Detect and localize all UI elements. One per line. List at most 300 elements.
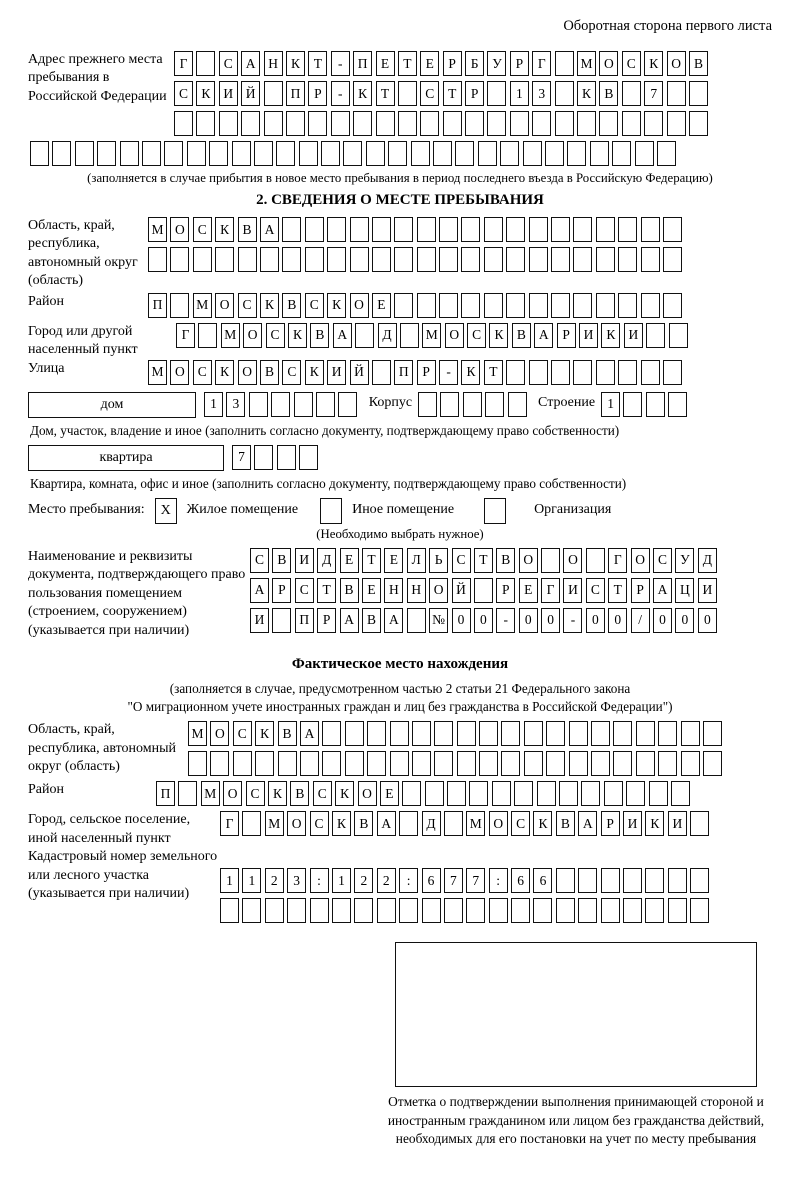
form-cell[interactable]: 1 [510,81,529,106]
form-cell[interactable] [514,781,533,806]
form-cell[interactable]: А [300,721,319,746]
form-cell[interactable] [601,898,620,923]
form-cell[interactable] [377,898,396,923]
form-cell[interactable] [219,111,238,136]
form-cell[interactable]: М [577,51,596,76]
form-cell[interactable] [466,898,485,923]
form-cell[interactable]: К [268,781,287,806]
form-cell[interactable]: С [266,323,285,348]
form-cell[interactable]: Т [308,51,327,76]
apartment-type-box[interactable]: квартира [28,445,224,471]
form-cell[interactable]: С [653,548,672,573]
form-cell[interactable] [439,217,458,242]
form-cell[interactable]: Й [452,578,471,603]
form-cell[interactable] [394,247,413,272]
form-cell[interactable] [345,751,364,776]
form-cell[interactable]: У [487,51,506,76]
form-cell[interactable]: И [623,811,642,836]
form-cell[interactable] [164,141,183,166]
form-cell[interactable]: К [601,323,620,348]
form-cell[interactable] [649,781,668,806]
form-cell[interactable] [668,898,687,923]
form-cell[interactable]: 2 [354,868,373,893]
form-cell[interactable]: К [577,81,596,106]
form-cell[interactable] [345,721,364,746]
form-cell[interactable] [376,111,395,136]
form-cell[interactable] [689,81,708,106]
form-cell[interactable] [400,323,419,348]
form-cell[interactable] [174,111,193,136]
form-cell[interactable] [524,751,543,776]
form-cell[interactable] [170,247,189,272]
form-cell[interactable]: С [622,51,641,76]
form-cell[interactable]: - [331,81,350,106]
form-cell[interactable]: В [340,578,359,603]
form-cell[interactable]: О [170,360,189,385]
form-cell[interactable]: И [668,811,687,836]
form-cell[interactable]: Н [407,578,426,603]
form-cell[interactable]: О [445,323,464,348]
form-cell[interactable] [187,141,206,166]
form-cell[interactable] [434,721,453,746]
form-cell[interactable]: Т [608,578,627,603]
form-cell[interactable] [537,781,556,806]
form-cell[interactable]: И [295,548,314,573]
form-cell[interactable]: С [282,360,301,385]
form-cell[interactable] [573,217,592,242]
form-cell[interactable] [601,868,620,893]
form-cell[interactable] [188,751,207,776]
form-cell[interactable] [532,111,551,136]
form-cell[interactable] [671,781,690,806]
form-cell[interactable]: А [377,811,396,836]
form-cell[interactable] [668,392,687,417]
form-cell[interactable] [294,392,313,417]
form-cell[interactable] [411,141,430,166]
form-cell[interactable] [644,111,663,136]
form-cell[interactable]: К [260,293,279,318]
form-cell[interactable] [394,293,413,318]
form-cell[interactable]: 0 [698,608,717,633]
form-cell[interactable] [299,141,318,166]
form-cell[interactable]: 1 [332,868,351,893]
form-cell[interactable] [461,247,480,272]
form-cell[interactable]: Г [176,323,195,348]
form-cell[interactable] [599,111,618,136]
form-cell[interactable] [264,111,283,136]
form-cell[interactable] [353,111,372,136]
form-cell[interactable] [142,141,161,166]
form-cell[interactable]: К [489,323,508,348]
form-cell[interactable]: М [265,811,284,836]
form-cell[interactable]: Ь [429,548,448,573]
form-cell[interactable]: К [461,360,480,385]
form-cell[interactable] [546,751,565,776]
form-cell[interactable] [690,898,709,923]
form-cell[interactable]: Н [384,578,403,603]
form-cell[interactable] [541,548,560,573]
form-cell[interactable] [546,721,565,746]
form-cell[interactable] [372,247,391,272]
form-cell[interactable] [367,751,386,776]
form-cell[interactable] [398,81,417,106]
form-cell[interactable]: Г [220,811,239,836]
form-cell[interactable] [657,141,676,166]
form-cell[interactable]: 7 [466,868,485,893]
form-cell[interactable] [690,811,709,836]
form-cell[interactable]: 0 [452,608,471,633]
form-cell[interactable] [260,247,279,272]
form-cell[interactable] [338,392,357,417]
form-cell[interactable]: Е [372,293,391,318]
form-cell[interactable] [97,141,116,166]
form-cell[interactable] [282,247,301,272]
form-cell[interactable] [425,781,444,806]
form-cell[interactable]: В [512,323,531,348]
form-cell[interactable]: Р [496,578,515,603]
form-cell[interactable] [667,81,686,106]
form-cell[interactable] [663,217,682,242]
form-cell[interactable] [265,898,284,923]
form-cell[interactable] [529,247,548,272]
form-cell[interactable] [492,781,511,806]
form-cell[interactable] [646,323,665,348]
form-cell[interactable]: № [429,608,448,633]
form-cell[interactable]: С [452,548,471,573]
form-cell[interactable] [332,898,351,923]
form-cell[interactable]: М [193,293,212,318]
form-cell[interactable] [510,111,529,136]
form-cell[interactable] [523,141,542,166]
form-cell[interactable] [506,360,525,385]
form-cell[interactable] [556,868,575,893]
form-cell[interactable] [444,898,463,923]
form-cell[interactable] [529,217,548,242]
form-cell[interactable]: В [599,81,618,106]
form-cell[interactable] [618,360,637,385]
form-cell[interactable]: Д [698,548,717,573]
form-cell[interactable]: 1 [220,868,239,893]
form-cell[interactable]: 7 [644,81,663,106]
form-cell[interactable]: П [295,608,314,633]
form-cell[interactable]: 1 [242,868,261,893]
form-cell[interactable]: П [394,360,413,385]
form-cell[interactable]: В [496,548,515,573]
form-cell[interactable]: 1 [601,392,620,417]
form-cell[interactable]: Р [557,323,576,348]
form-cell[interactable]: А [260,217,279,242]
form-cell[interactable]: Е [519,578,538,603]
form-cell[interactable]: 1 [204,392,223,417]
form-cell[interactable]: Н [264,51,283,76]
form-cell[interactable] [331,111,350,136]
form-cell[interactable]: О [429,578,448,603]
form-cell[interactable]: С [238,293,257,318]
form-cell[interactable]: Т [398,51,417,76]
form-cell[interactable]: П [286,81,305,106]
form-cell[interactable] [551,217,570,242]
form-cell[interactable]: С [233,721,252,746]
form-cell[interactable]: К [288,323,307,348]
form-cell[interactable] [321,141,340,166]
form-cell[interactable] [178,781,197,806]
form-cell[interactable] [350,247,369,272]
form-cell[interactable] [264,81,283,106]
form-cell[interactable]: О [489,811,508,836]
form-cell[interactable] [577,111,596,136]
form-cell[interactable] [658,721,677,746]
form-cell[interactable] [551,360,570,385]
form-cell[interactable] [455,141,474,166]
form-cell[interactable] [555,81,574,106]
form-cell[interactable]: В [272,548,291,573]
form-cell[interactable]: С [193,217,212,242]
form-cell[interactable] [484,217,503,242]
form-cell[interactable] [703,721,722,746]
form-cell[interactable]: О [667,51,686,76]
form-cell[interactable]: М [221,323,240,348]
form-cell[interactable] [398,111,417,136]
form-cell[interactable]: - [331,51,350,76]
form-cell[interactable] [501,721,520,746]
form-cell[interactable]: В [354,811,373,836]
form-cell[interactable] [242,898,261,923]
form-cell[interactable]: Т [443,81,462,106]
form-cell[interactable] [343,141,362,166]
form-cell[interactable] [596,217,615,242]
form-cell[interactable] [277,445,296,470]
form-cell[interactable] [461,293,480,318]
form-cell[interactable] [669,323,688,348]
form-cell[interactable]: К [255,721,274,746]
form-cell[interactable]: Й [350,360,369,385]
form-cell[interactable]: О [599,51,618,76]
form-cell[interactable]: Р [465,81,484,106]
form-cell[interactable] [474,578,493,603]
form-cell[interactable] [271,392,290,417]
form-cell[interactable] [241,111,260,136]
form-cell[interactable] [641,360,660,385]
form-cell[interactable]: 6 [511,868,530,893]
form-cell[interactable] [461,217,480,242]
form-cell[interactable] [506,247,525,272]
form-cell[interactable] [440,392,459,417]
form-cell[interactable] [220,898,239,923]
form-cell[interactable]: Г [541,578,560,603]
house-type-box[interactable]: дом [28,392,196,418]
form-cell[interactable] [663,360,682,385]
form-cell[interactable] [681,721,700,746]
form-cell[interactable]: Е [340,548,359,573]
form-cell[interactable]: 0 [608,608,627,633]
form-cell[interactable]: С [313,781,332,806]
form-cell[interactable] [573,293,592,318]
form-cell[interactable] [209,141,228,166]
form-cell[interactable]: А [340,608,359,633]
form-cell[interactable] [622,81,641,106]
form-cell[interactable] [489,898,508,923]
form-cell[interactable]: В [362,608,381,633]
form-cell[interactable] [366,141,385,166]
form-cell[interactable] [30,141,49,166]
form-cell[interactable]: О [631,548,650,573]
form-cell[interactable]: 6 [422,868,441,893]
form-cell[interactable] [282,217,301,242]
form-cell[interactable]: К [327,293,346,318]
form-cell[interactable] [556,898,575,923]
form-cell[interactable]: В [260,360,279,385]
form-cell[interactable] [590,141,609,166]
form-cell[interactable] [469,781,488,806]
form-cell[interactable] [668,868,687,893]
form-cell[interactable] [412,721,431,746]
form-cell[interactable] [233,751,252,776]
form-cell[interactable]: А [241,51,260,76]
form-cell[interactable] [327,247,346,272]
form-cell[interactable] [508,392,527,417]
form-cell[interactable]: / [631,608,650,633]
form-cell[interactable]: С [174,81,193,106]
form-cell[interactable]: 3 [287,868,306,893]
form-cell[interactable] [506,217,525,242]
form-cell[interactable] [249,392,268,417]
form-cell[interactable]: С [511,811,530,836]
form-cell[interactable] [305,247,324,272]
form-cell[interactable]: Т [474,548,493,573]
form-cell[interactable] [604,781,623,806]
form-cell[interactable] [327,217,346,242]
form-cell[interactable]: К [215,217,234,242]
form-cell[interactable] [254,445,273,470]
form-cell[interactable] [402,781,421,806]
form-cell[interactable]: У [675,548,694,573]
form-cell[interactable]: С [219,51,238,76]
form-cell[interactable] [479,751,498,776]
form-cell[interactable]: 6 [533,868,552,893]
form-cell[interactable] [210,751,229,776]
form-cell[interactable] [641,293,660,318]
form-cell[interactable] [567,141,586,166]
form-cell[interactable]: Ц [675,578,694,603]
form-cell[interactable] [255,751,274,776]
form-cell[interactable]: 2 [265,868,284,893]
form-cell[interactable] [569,721,588,746]
form-cell[interactable]: 0 [586,608,605,633]
form-cell[interactable]: М [188,721,207,746]
form-cell[interactable]: Б [465,51,484,76]
form-cell[interactable]: Р [317,608,336,633]
form-cell[interactable]: 3 [226,392,245,417]
form-cell[interactable] [170,293,189,318]
form-cell[interactable] [613,721,632,746]
form-cell[interactable]: И [563,578,582,603]
form-cell[interactable] [399,811,418,836]
form-cell[interactable]: Д [422,811,441,836]
form-cell[interactable] [390,721,409,746]
form-cell[interactable]: Й [241,81,260,106]
form-cell[interactable]: В [238,217,257,242]
form-cell[interactable] [690,868,709,893]
form-cell[interactable] [612,141,631,166]
form-cell[interactable]: В [282,293,301,318]
form-cell[interactable]: Д [317,548,336,573]
form-cell[interactable]: 0 [519,608,538,633]
form-cell[interactable] [484,293,503,318]
form-cell[interactable]: М [148,217,167,242]
form-cell[interactable] [689,111,708,136]
form-cell[interactable]: К [196,81,215,106]
form-cell[interactable] [372,360,391,385]
form-cell[interactable] [500,141,519,166]
form-cell[interactable]: О [358,781,377,806]
form-cell[interactable]: Г [174,51,193,76]
form-cell[interactable] [305,217,324,242]
form-cell[interactable] [215,247,234,272]
form-cell[interactable]: И [579,323,598,348]
form-cell[interactable]: И [219,81,238,106]
form-cell[interactable] [420,111,439,136]
form-cell[interactable] [658,751,677,776]
form-cell[interactable]: В [278,721,297,746]
form-cell[interactable]: О [519,548,538,573]
form-cell[interactable]: И [698,578,717,603]
form-cell[interactable]: О [238,360,257,385]
form-cell[interactable] [439,293,458,318]
form-cell[interactable] [272,608,291,633]
form-cell[interactable]: К [286,51,305,76]
organization-checkbox[interactable] [484,498,506,524]
form-cell[interactable]: Р [510,51,529,76]
form-cell[interactable] [418,392,437,417]
form-cell[interactable]: В [310,323,329,348]
form-cell[interactable]: 0 [675,608,694,633]
form-cell[interactable]: : [489,868,508,893]
form-cell[interactable]: 0 [653,608,672,633]
form-cell[interactable] [308,111,327,136]
form-cell[interactable]: 2 [377,868,396,893]
form-cell[interactable]: М [466,811,485,836]
form-cell[interactable] [618,217,637,242]
form-cell[interactable]: С [250,548,269,573]
form-cell[interactable]: Т [484,360,503,385]
form-cell[interactable]: В [556,811,575,836]
form-cell[interactable]: К [353,81,372,106]
form-cell[interactable] [487,111,506,136]
form-cell[interactable]: 3 [532,81,551,106]
form-cell[interactable]: 0 [541,608,560,633]
form-cell[interactable] [559,781,578,806]
form-cell[interactable]: Р [272,578,291,603]
form-cell[interactable] [322,721,341,746]
form-cell[interactable]: И [250,608,269,633]
form-cell[interactable] [545,141,564,166]
form-cell[interactable] [478,141,497,166]
form-cell[interactable]: О [223,781,242,806]
form-cell[interactable] [667,111,686,136]
form-cell[interactable] [596,293,615,318]
form-cell[interactable] [645,898,664,923]
form-cell[interactable]: Е [384,548,403,573]
form-cell[interactable] [193,247,212,272]
form-cell[interactable] [287,898,306,923]
form-cell[interactable] [412,751,431,776]
form-cell[interactable]: Е [420,51,439,76]
form-cell[interactable]: П [156,781,175,806]
form-cell[interactable]: М [148,360,167,385]
form-cell[interactable]: Р [601,811,620,836]
form-cell[interactable] [350,217,369,242]
form-cell[interactable] [529,293,548,318]
